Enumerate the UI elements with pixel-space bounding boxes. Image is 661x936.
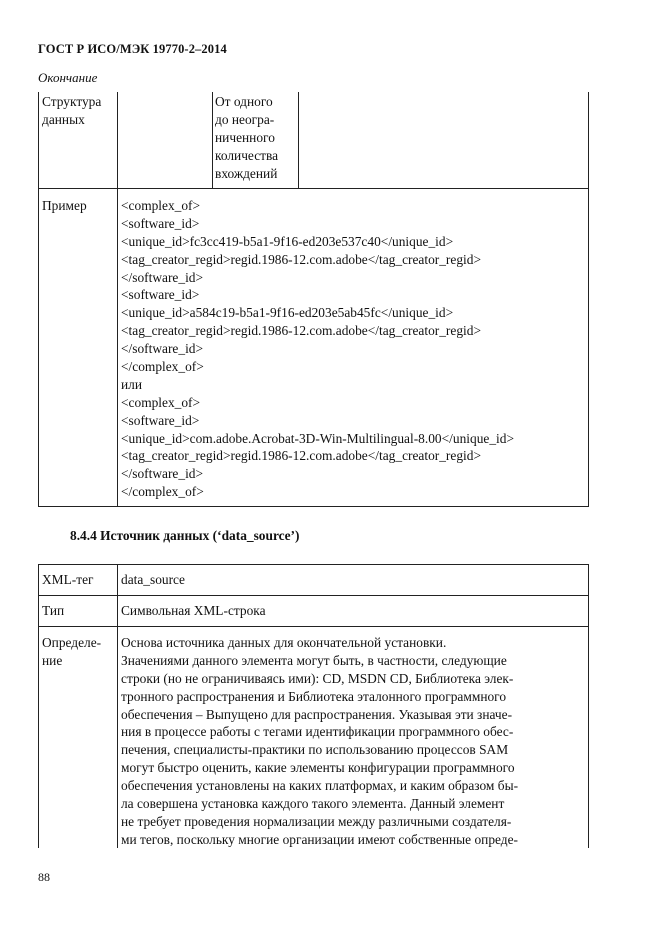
definition-line: ми тегов, поскольку многие организации имеют собственные опреде-	[121, 831, 519, 847]
definition-line: Основа источника данных для окончательной установки.	[121, 635, 447, 650]
table1-right-border	[588, 92, 589, 507]
definition-line: Значениями данного элемента могут быть, в частности, следующие	[121, 652, 507, 668]
definition-line: могут быстро оценить, какие элементы конфигурации программного	[121, 760, 515, 776]
example-label: Пример	[42, 198, 87, 213]
structure-value: От одного до неогра- ниченного количества вхождений	[215, 94, 279, 181]
definition-line: не требует проведения нормализации между различными создателя-	[121, 813, 512, 829]
table2-row-divider	[38, 626, 589, 627]
code-line: </complex_of>	[121, 484, 204, 500]
table1-left-border	[38, 92, 39, 507]
definition-line: печения, специалисты-практики по использованию процессов SAM	[121, 742, 509, 758]
code-line: <tag_creator_regid>regid.1986-12.com.adobe</tag_creator_regid>	[121, 448, 481, 464]
code-line: <complex_of>	[121, 198, 201, 213]
definition-line: обеспечения – Выпущено для распространения. Указывая эти значе-	[121, 706, 513, 722]
code-line: <unique_id>a584c19-b5a1-9f16-ed203e5ab45fc</unique_id>	[121, 305, 454, 321]
definition-label: Определе- ние	[42, 635, 102, 668]
code-line: </complex_of>	[121, 359, 204, 375]
code-line: <software_id>	[121, 215, 200, 231]
definition-line: тронного распространения и Библиотека эталонного программного	[121, 688, 507, 704]
page-number: 88	[38, 870, 50, 884]
type-value: Символьная XML-строка	[121, 603, 266, 618]
code-line: <software_id>	[121, 412, 200, 428]
xml-tag-value: data_source	[121, 572, 185, 587]
code-line: </software_id>	[121, 341, 204, 357]
code-line: <complex_of>	[121, 394, 201, 410]
definition-line: ла совершена установка каждого такого элемента. Данный элемент	[121, 796, 505, 812]
table1-row-divider	[38, 188, 589, 189]
table1-subcol-divider	[298, 92, 299, 189]
code-line: или	[121, 376, 143, 392]
continuation-label: Окончание	[38, 70, 98, 85]
code-line: <tag_creator_regid>regid.1986-12.com.adobe</tag_creator_regid>	[121, 251, 481, 267]
table2-top-border	[38, 564, 589, 565]
structure-label: Структура данных	[42, 94, 102, 127]
code-line: <software_id>	[121, 287, 200, 303]
table1-subcol-divider	[212, 92, 213, 189]
example-code	[121, 197, 514, 501]
xml-tag-label: XML-тег	[42, 572, 94, 587]
code-line: <unique_id>fc3cc419-b5a1-9f16-ed203e537c40</unique_id>	[121, 233, 454, 249]
definition-text	[121, 634, 518, 849]
document-header: ГОСТ Р ИСО/МЭК 19770-2–2014	[38, 42, 227, 56]
table2-col-divider	[117, 564, 118, 848]
table2-row-divider	[38, 595, 589, 596]
code-line: <unique_id>com.adobe.Acrobat-3D-Win-Multilingual-8.00</unique_id>	[121, 430, 514, 446]
table1-bottom-border	[38, 506, 589, 507]
type-label: Тип	[42, 603, 65, 618]
section-heading: 8.4.4 Источник данных (‘data_source’)	[70, 528, 300, 543]
code-line: <tag_creator_regid>regid.1986-12.com.adobe</tag_creator_regid>	[121, 323, 481, 339]
table2-right-border	[588, 564, 589, 848]
definition-line: ния в процессе работы с тегами идентификации программного обес-	[121, 724, 514, 740]
definition-line: обеспечения установлены на каких платформах, и каким образом бы-	[121, 778, 519, 794]
code-line: </software_id>	[121, 269, 204, 285]
code-line: </software_id>	[121, 466, 204, 482]
table2-left-border	[38, 564, 39, 848]
table1-col-divider	[117, 92, 118, 507]
definition-line: строки (но не ограничиваясь ими): CD, MSDN CD, Библиотека элек-	[121, 670, 514, 686]
